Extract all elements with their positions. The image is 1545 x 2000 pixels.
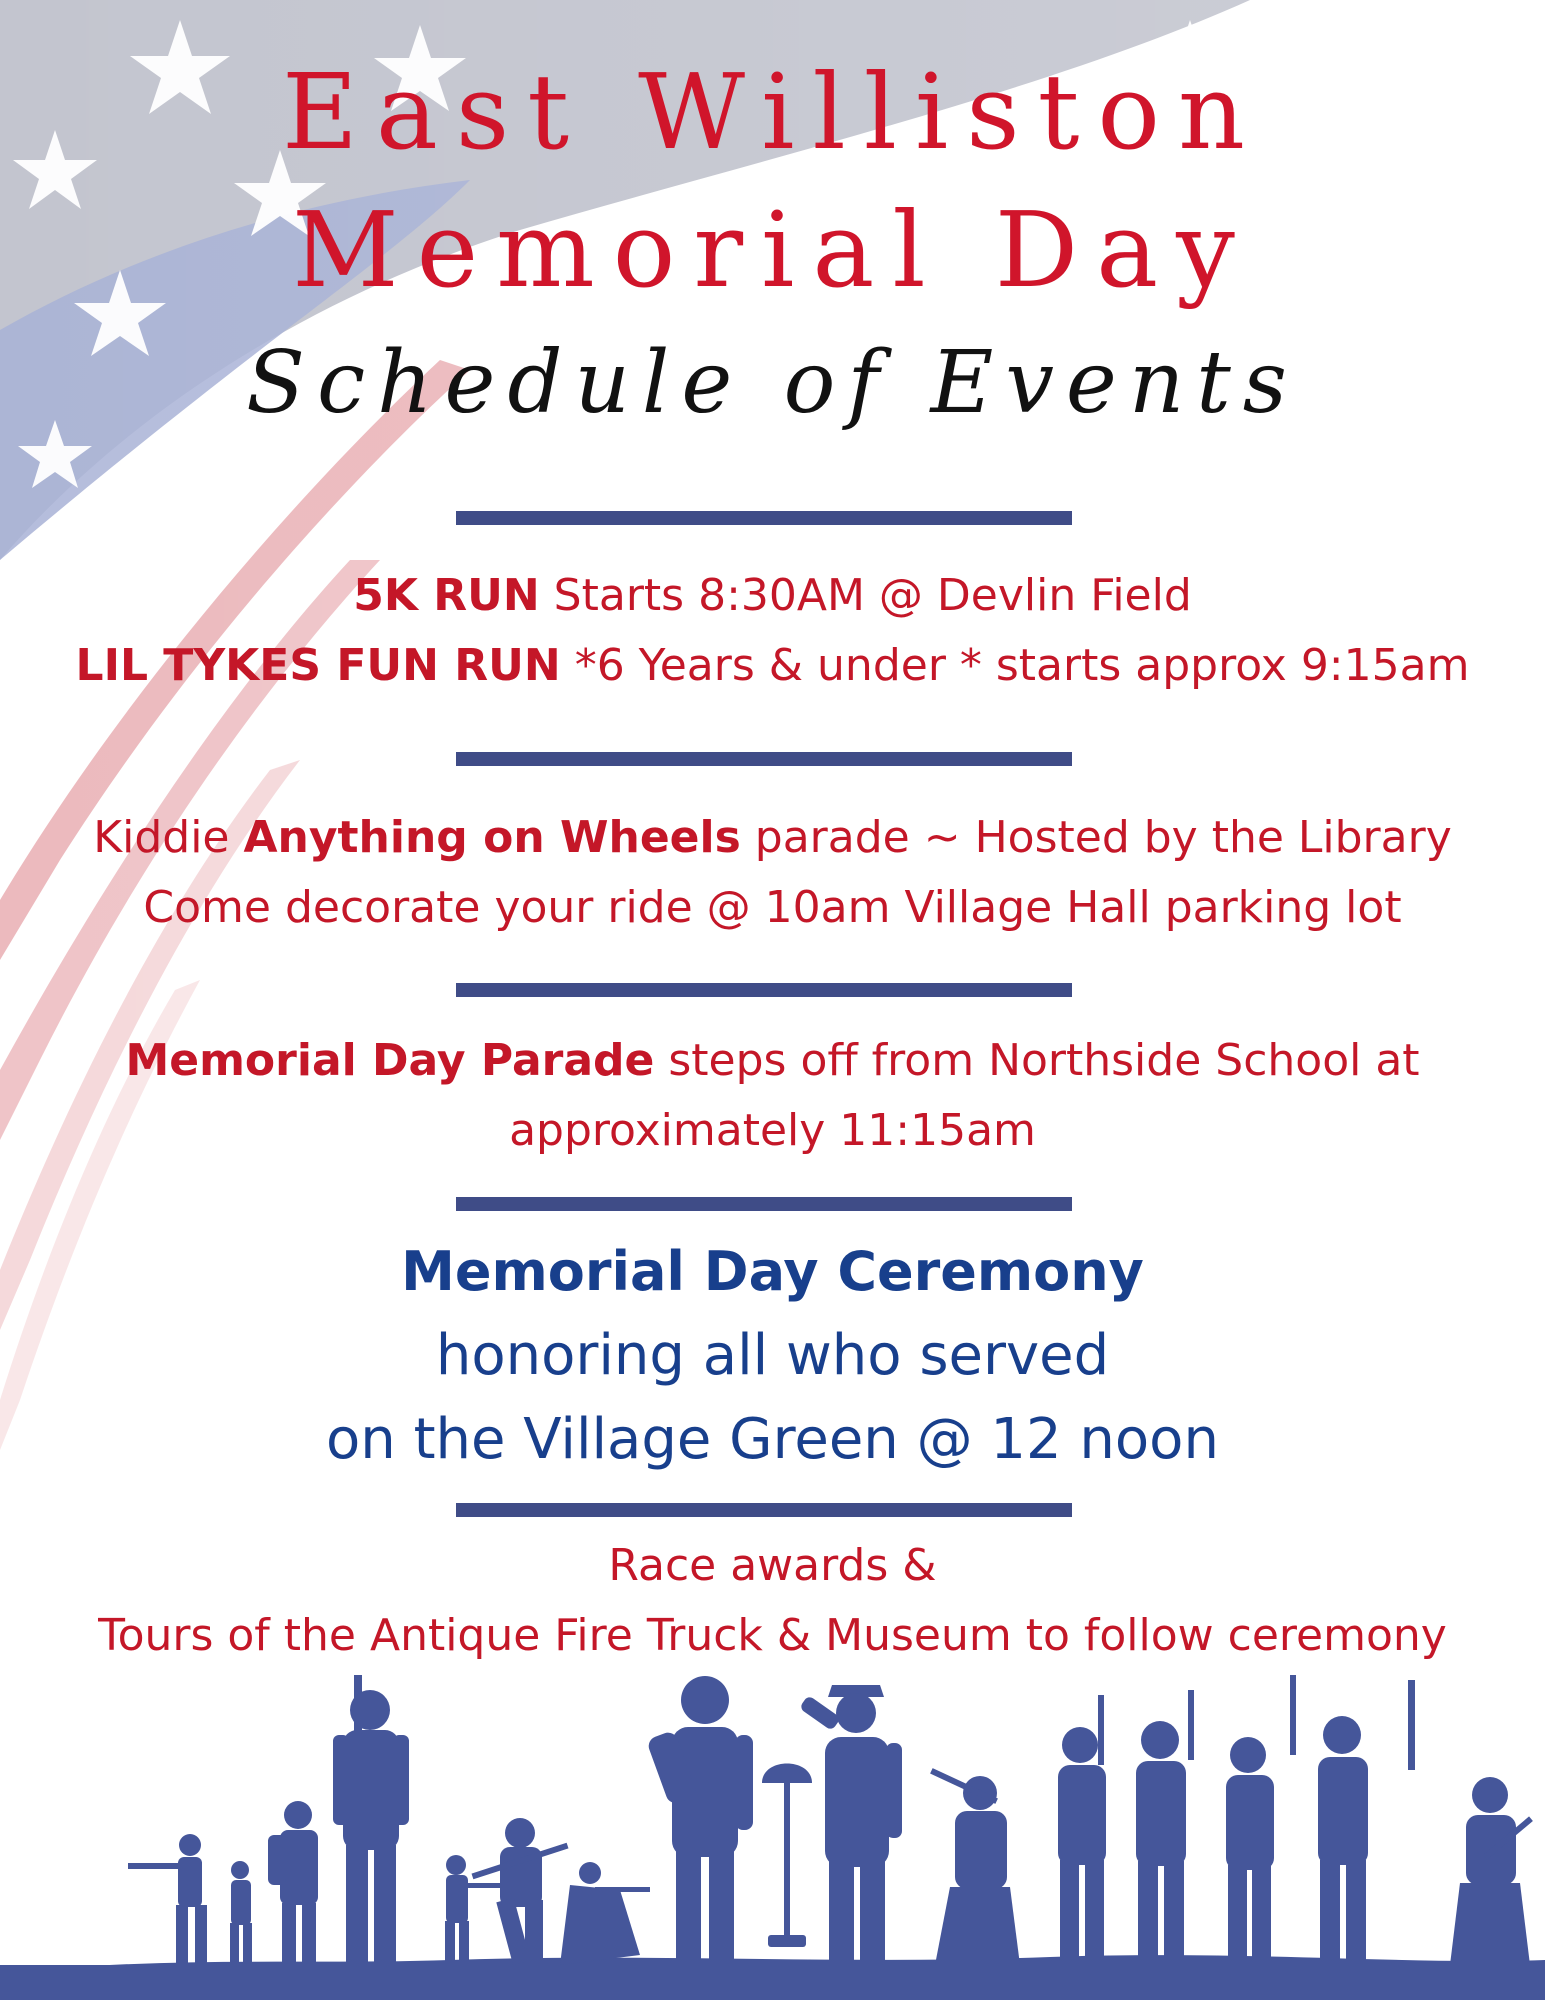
wheels-prefix: Kiddie xyxy=(93,812,244,863)
parade-label: Memorial Day Parade xyxy=(125,1035,655,1086)
wheels-label: Anything on Wheels xyxy=(243,812,741,863)
fun-run-line xyxy=(0,640,1545,693)
divider xyxy=(456,511,1072,525)
fun-run-label: LIL TYKES FUN RUN xyxy=(75,640,561,691)
ceremony-line-1: honoring all who served xyxy=(435,1323,1110,1388)
awards-line-2: Tours of the Antique Fire Truck & Museum to follow ceremony xyxy=(98,1610,1447,1661)
divider xyxy=(456,1197,1072,1211)
run-text: Starts 8:30AM @ Devlin Field xyxy=(539,570,1192,621)
run-label: 5K RUN xyxy=(353,570,540,621)
run-line xyxy=(0,570,1545,623)
wheels-line-2: Come decorate your ride @ 10am Village Hall parking lot xyxy=(143,882,1402,933)
soldier-silhouettes xyxy=(0,1665,1545,2000)
ceremony-heading: Memorial Day Ceremony xyxy=(401,1240,1144,1303)
parade-line-2: approximately 11:15am xyxy=(509,1105,1036,1156)
parade-text: steps off from Northside School at xyxy=(654,1035,1420,1086)
title-line-1: East Williston xyxy=(281,51,1263,173)
parade-line xyxy=(0,1035,1545,1088)
ceremony-line-2: on the Village Green @ 12 noon xyxy=(326,1407,1219,1472)
fun-run-text: *6 Years & under * starts approx 9:15am xyxy=(560,640,1470,691)
divider xyxy=(456,1503,1072,1517)
title-line-2: Memorial Day xyxy=(292,189,1253,311)
awards-line-1: Race awards & xyxy=(608,1540,937,1591)
divider xyxy=(456,983,1072,997)
divider xyxy=(456,752,1072,766)
soldier-kneeling-left xyxy=(128,1834,207,1965)
wheels-line xyxy=(0,812,1545,865)
schedule-subtitle: Schedule of Events xyxy=(246,333,1299,433)
wheels-text: parade ~ Hosted by the Library xyxy=(740,812,1452,863)
